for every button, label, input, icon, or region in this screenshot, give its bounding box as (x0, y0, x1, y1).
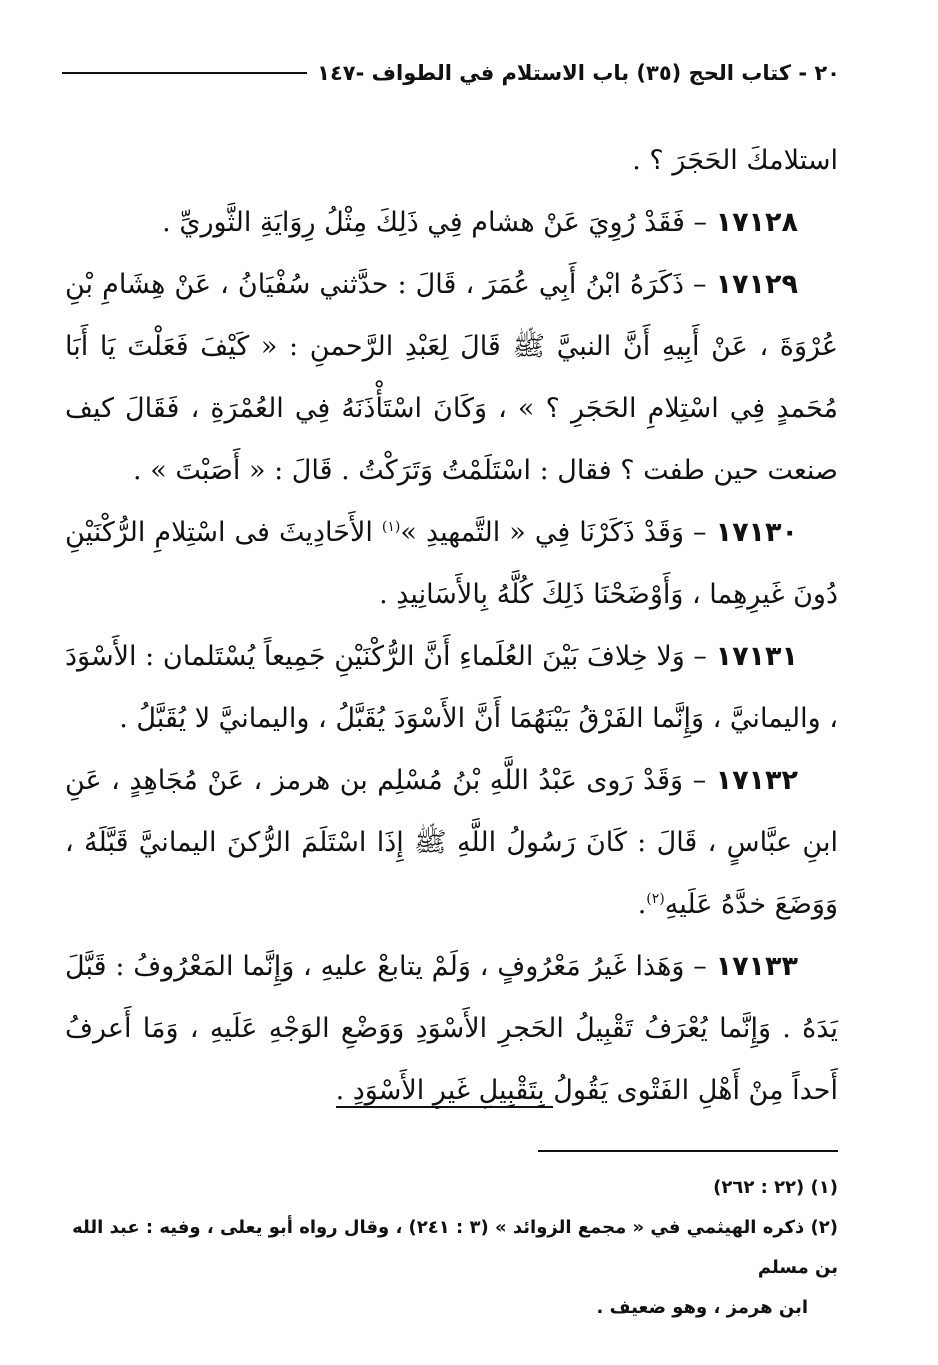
paragraph-continuation (65, 130, 838, 192)
paragraph-text: – ذَكَرَهُ ابْنُ أَبِي عُمَرَ ، قَالَ : حدَّثني سُفْيَانُ ، عَنْ هِشَامِ بْنِ عُرْوَةَ ، عَنْ أَبِيهِ أَنَّ النبيَّ ﷺ قَالَ لِعَبْدِ الرَّحمنِ : « كَيْفَ فَعَلْتَ يَا أَبَا مُحَمدٍ فِي اسْتِلامِ الحَجَرِ ؟ » ، وَكَانَ اسْتَأْذَنَهُ فِي العُمْرَةِ ، فَقَالَ كيف صنعت حين طفت ؟ فقال : اسْتَلَمْتُ وَتَرَكْتُ . قَالَ : « أَصَبْتَ » . (65, 269, 838, 486)
underlined-text: بِتَقْبِيلِ غَيرِ الأَسْوَدِ . (335, 1075, 554, 1106)
paragraph-text: – فَقَدْ رُوِيَ عَنْ هشام فِي ذَلِكَ مِثْلُ رِوَايَةِ الثَّوريِّ . (162, 207, 707, 238)
paragraph-17132 (65, 750, 838, 936)
paragraph-17133 (65, 936, 838, 1122)
footnote-ref: (٢) (646, 891, 665, 907)
main-text (65, 130, 838, 1122)
paragraph-number: ١٧١٣٢ (715, 765, 798, 796)
paragraph-text: – وَقَدْ رَوى عَبْدُ اللَّهِ بْنُ مُسْلِم بن هرمز ، عَنْ مُجَاهِدٍ ، عَنِ ابنِ عبَّاسٍ ، قَالَ : كَانَ رَسُولُ اللَّهِ ﷺ إِذَا اسْتَلَمَ الرُّكنَ اليمانيَّ قَبَّلَهُ ، وَوَضَعَ خدَّهُ عَلَيهِ (65, 765, 838, 920)
header-rule (62, 72, 307, 74)
paragraph-17131 (65, 626, 838, 750)
paragraph-number: ١٧١٣٣ (715, 951, 798, 982)
paragraph-17130 (65, 502, 838, 626)
running-header (62, 56, 840, 90)
paragraph-17128 (65, 192, 838, 254)
footnotes (60, 1168, 838, 1328)
footnote-1: (١) (٢٢ : ٢٦٢) (713, 1177, 838, 1198)
paragraph-number: ١٧١٢٨ (715, 207, 798, 238)
paragraph-text: استلامكَ الحَجَرَ ؟ . (632, 145, 838, 176)
footnote-2-continuation: ابن هرمز ، وهو ضعيف . (596, 1297, 808, 1318)
paragraph-text-cont: الأَحَادِيثَ فى اسْتِلامِ الرُّكْنَيْنِ دُونَ غَيرِهِما ، وَأَوْضَحْنَا ذَلِكَ كُلَّهُ بِالأَسَانِيدِ . (65, 517, 838, 610)
paragraph-text: – وَقَدْ ذَكَرْنَا فِي « التَّمهيدِ » (400, 517, 707, 548)
paragraph-text-cont: . (637, 889, 647, 920)
footnote-separator (538, 1150, 838, 1152)
paragraph-number: ١٧١٢٩ (715, 269, 798, 300)
paragraph-text: – وَهَذا غَيرُ مَعْرُوفٍ ، وَلَمْ يتابعْ عليهِ ، وَإِنَّما المَعْرُوفُ : قَبَّلَ يَدَهُ . وَإِنَّما يُعْرَفُ تَقْبِيلُ الحَجرِ الأَسْوَدِ وَوَضْعِ الوَجْهِ عَلَيهِ ، وَمَا أَعرفُ أَحداً مِنْ أَهْلِ الفَتْوى يَقُولُ (65, 951, 838, 1106)
footnote-2: (٢) ذكره الهيثمي في « مجمع الزوائد » (٣ : ٢٤١) ، وقال رواه أبو يعلى ، وفيه : عبد الله بن مسلم (72, 1217, 838, 1278)
footnote-ref: (١) (381, 519, 401, 535)
paragraph-number: ١٧١٣١ (715, 641, 798, 672)
paragraph-17129 (65, 254, 838, 502)
paragraph-text: – وَلا خِلافَ بَيْنَ العُلَماءِ أَنَّ الرُّكْنَيْنِ جَمِيعاً يُسْتَلمان : الأَسْوَدَ ، واليمانيَّ ، وَإِنَّما الفَرْقُ بَيْنَهُمَا أَنَّ الأَسْوَدَ يُقَبَّلُ ، واليمانيَّ لا يُقَبَّلُ . (65, 641, 838, 734)
header-title: ٢٠ - كتاب الحج (٣٥) باب الاستلام في الطواف -١٤٧ (317, 61, 840, 85)
paragraph-number: ١٧١٣٠ (715, 517, 798, 548)
